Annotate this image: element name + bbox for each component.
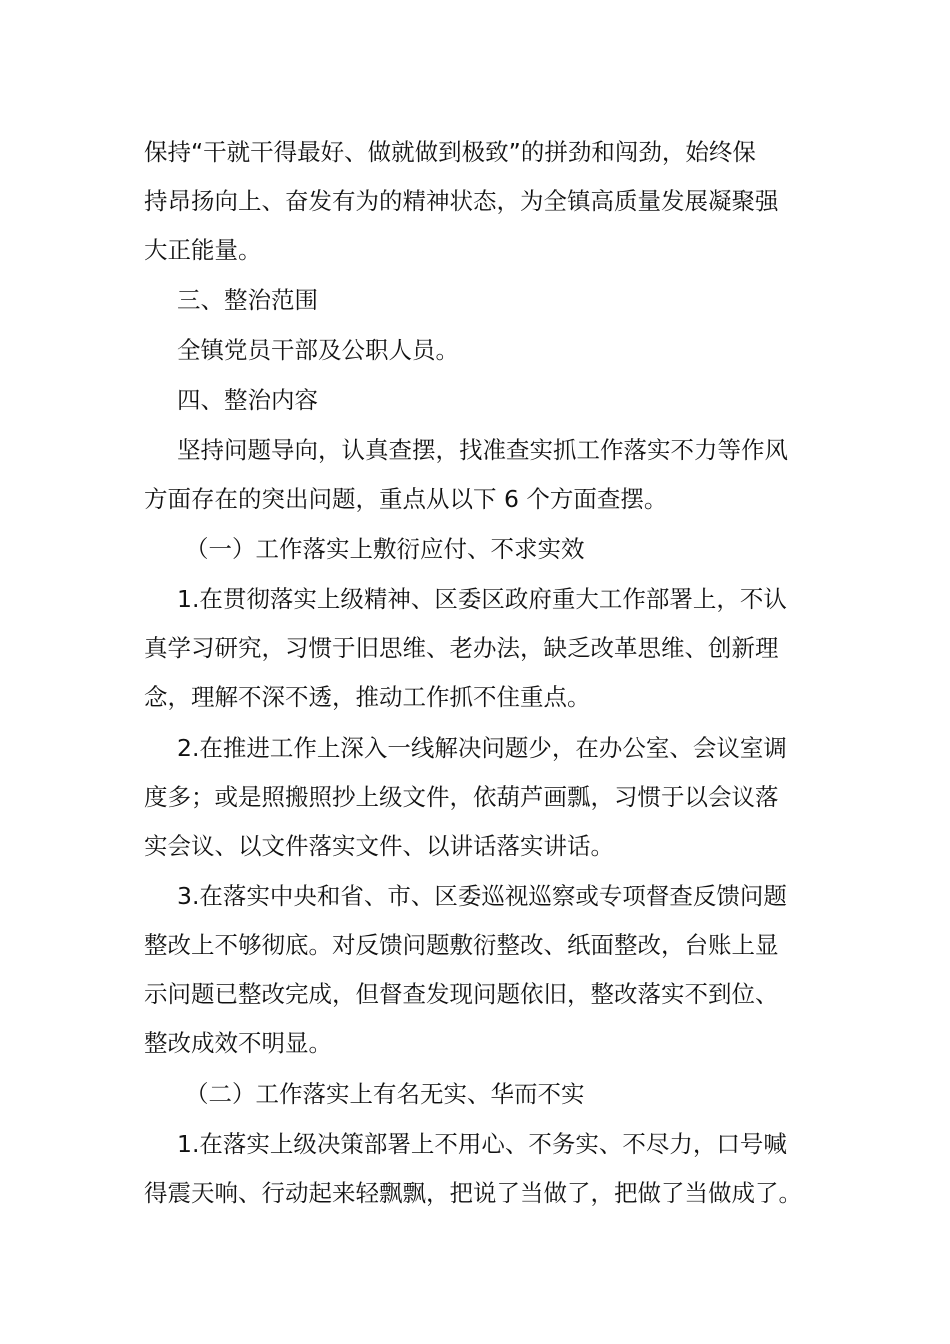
body-text-line: 真学习研究，习惯于旧思维、老办法，缺乏改革思维、创新理 [144, 634, 779, 662]
subsection-heading: （一）工作落实上敷衍应付、不求实效 [185, 535, 585, 563]
body-text-line: 念，理解不深不透，推动工作抓不住重点。 [144, 683, 591, 711]
body-text-line: 保持“干就干得最好、做就做到极致”的拼劲和闯劲，始终保 [144, 138, 756, 166]
body-text-line: 3.在落实中央和省、市、区委巡视巡察或专项督查反馈问题 [177, 882, 787, 910]
body-text-line: 大正能量。 [144, 236, 262, 264]
subsection-heading: （二）工作落实上有名无实、华而不实 [185, 1080, 585, 1108]
body-text-line: 坚持问题导向，认真查摆，找准查实抓工作落实不力等作风 [177, 436, 788, 464]
body-text-line: 1.在落实上级决策部署上不用心、不务实、不尽力，口号喊 [177, 1130, 787, 1158]
body-text-line: 整改上不够彻底。对反馈问题敷衍整改、纸面整改，台账上显 [144, 931, 779, 959]
body-text-line: 持昂扬向上、奋发有为的精神状态，为全镇高质量发展凝聚强 [144, 187, 779, 215]
body-text-line: 全镇党员干部及公职人员。 [177, 336, 459, 364]
section-heading: 四、整治内容 [177, 386, 318, 414]
body-text-line: 示问题已整改完成，但督查发现问题依旧，整改落实不到位、 [144, 980, 779, 1008]
body-text-line: 方面存在的突出问题，重点从以下 6 个方面查摆。 [144, 485, 668, 513]
body-text-line: 实会议、以文件落实文件、以讲话落实讲话。 [144, 832, 614, 860]
body-text-line: 2.在推进工作上深入一线解决问题少，在办公室、会议室调 [177, 734, 787, 762]
body-text-line: 度多；或是照搬照抄上级文件，依葫芦画瓢，习惯于以会议落 [144, 783, 779, 811]
body-text-line: 1.在贯彻落实上级精神、区委区政府重大工作部署上，不认 [177, 585, 787, 613]
body-text-line: 整改成效不明显。 [144, 1029, 332, 1057]
body-text-line: 得震天响、行动起来轻飘飘，把说了当做了，把做了当做成了。 [144, 1179, 802, 1207]
section-heading: 三、整治范围 [177, 286, 318, 314]
